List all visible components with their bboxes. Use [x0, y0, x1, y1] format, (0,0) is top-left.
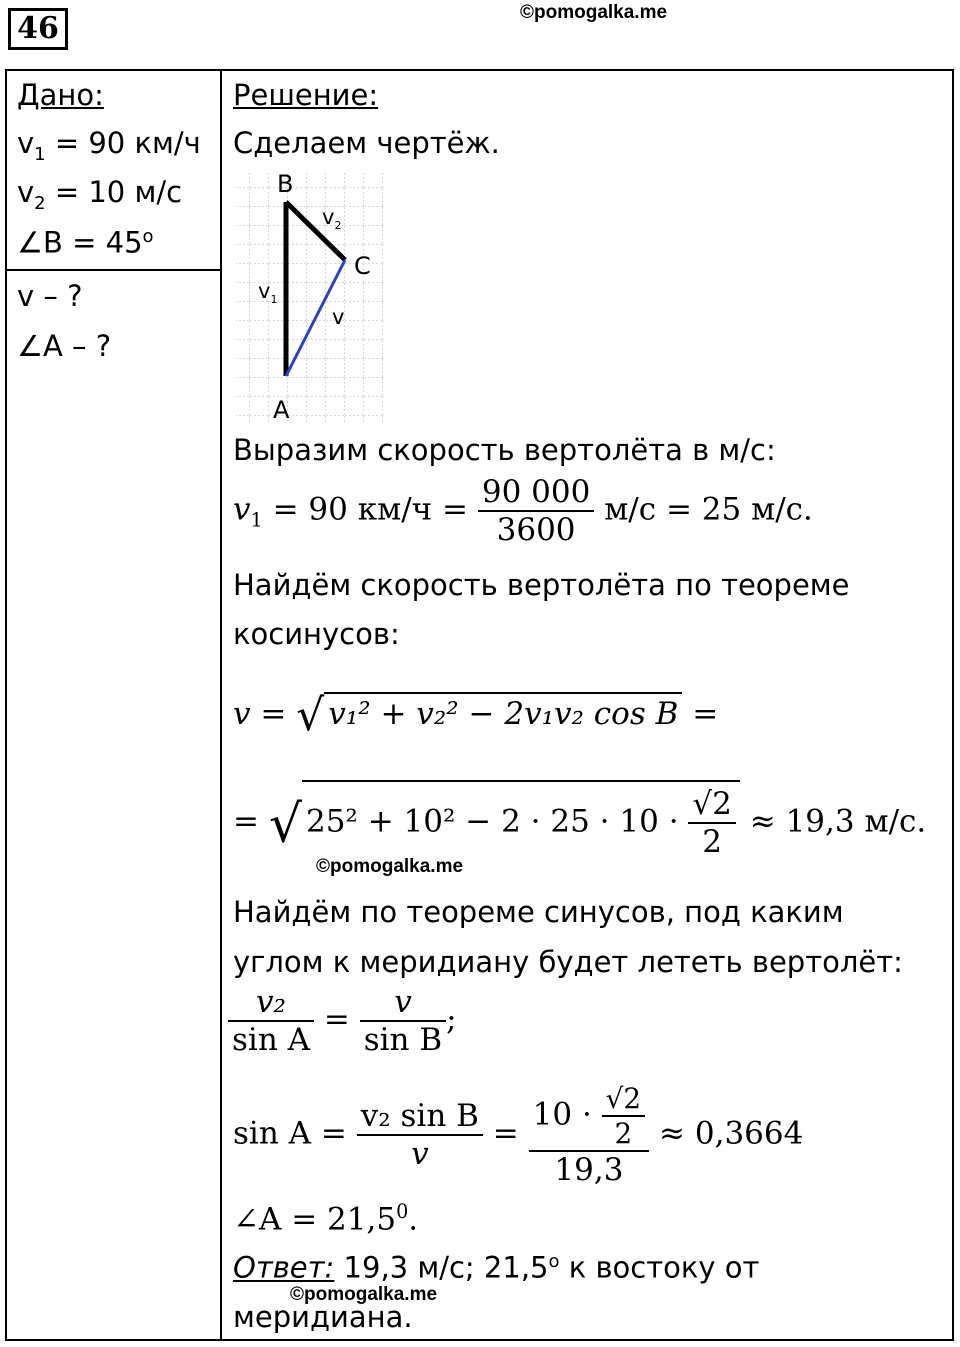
label-v1: $v_1$	[258, 279, 278, 306]
given-angle-b: ∠B = $45^o$	[17, 225, 154, 260]
equation-law-of-sines: $\frac{\text{v₂}}{\text{sin A}}$ = $\frac{v}{\text{sin B}}$ ;	[228, 984, 457, 1058]
given-title: Дано:	[17, 78, 104, 112]
sin-text-line2: углом к меридиану будет лететь вертолёт:	[233, 945, 903, 979]
solution-title: Решение:	[233, 78, 379, 112]
triangle-diagram	[230, 168, 390, 428]
equation-angle-a: ∠A = $21,5^0$.	[233, 1200, 419, 1238]
problem-number: 46	[8, 8, 68, 50]
watermark-bottom: ©pomogalka.me	[290, 1284, 438, 1305]
vertex-c: C	[354, 252, 371, 280]
equation-speed-conversion: $v_1 = 90$ км/ч = $\frac{90 000}{3600}$ м/с = 25 м/с.	[233, 474, 813, 548]
find-angle-a: ∠A – ?	[17, 329, 112, 363]
sin-text-line1: Найдём по теореме синусов, под каким	[233, 895, 844, 929]
given-v1: $v_1 = 90$ км/ч	[17, 126, 201, 165]
label-v: v	[332, 305, 345, 329]
convert-text: Выразим скорость вертолёта в м/с:	[233, 433, 776, 467]
equation-sin-a: sin A = $\frac{\text{v₂ sin B}}{v}$ = 10 · $\frac{√2}{2}$ 19,3 ≈ 0,3664	[233, 1082, 804, 1188]
drawing-text: Сделаем чертёж.	[233, 126, 500, 160]
watermark-top: ©pomogalka.me	[520, 2, 668, 23]
find-v: v – ?	[17, 279, 83, 313]
column-divider	[220, 69, 222, 1341]
answer-line2: меридиана.	[233, 1300, 413, 1334]
cos-text-line2: косинусов:	[233, 617, 400, 651]
answer-label: Ответ:	[233, 1250, 335, 1285]
cos-text-line1: Найдём скорость вертолёта по теореме	[233, 568, 850, 602]
label-v2: $v_2$	[322, 205, 342, 232]
answer-line: Ответ: 19,3 м/с; 21,5$^o$ к востоку от	[233, 1250, 760, 1285]
equation-law-of-cosines: v = √ v₁² + v₂² − 2v₁v₂ cos B =	[233, 690, 719, 741]
equation-speed-value: = √ 25² + 10² − 2 · 25 · 10 · $\frac{√2}{2}$ ≈ 19,3 м/с.	[233, 780, 926, 860]
vertex-b: B	[277, 170, 294, 198]
given-v2: $v_2 = 10$ м/с	[17, 175, 183, 214]
given-divider	[5, 269, 222, 271]
vertex-a: A	[273, 396, 290, 424]
watermark-middle: ©pomogalka.me	[316, 856, 464, 877]
